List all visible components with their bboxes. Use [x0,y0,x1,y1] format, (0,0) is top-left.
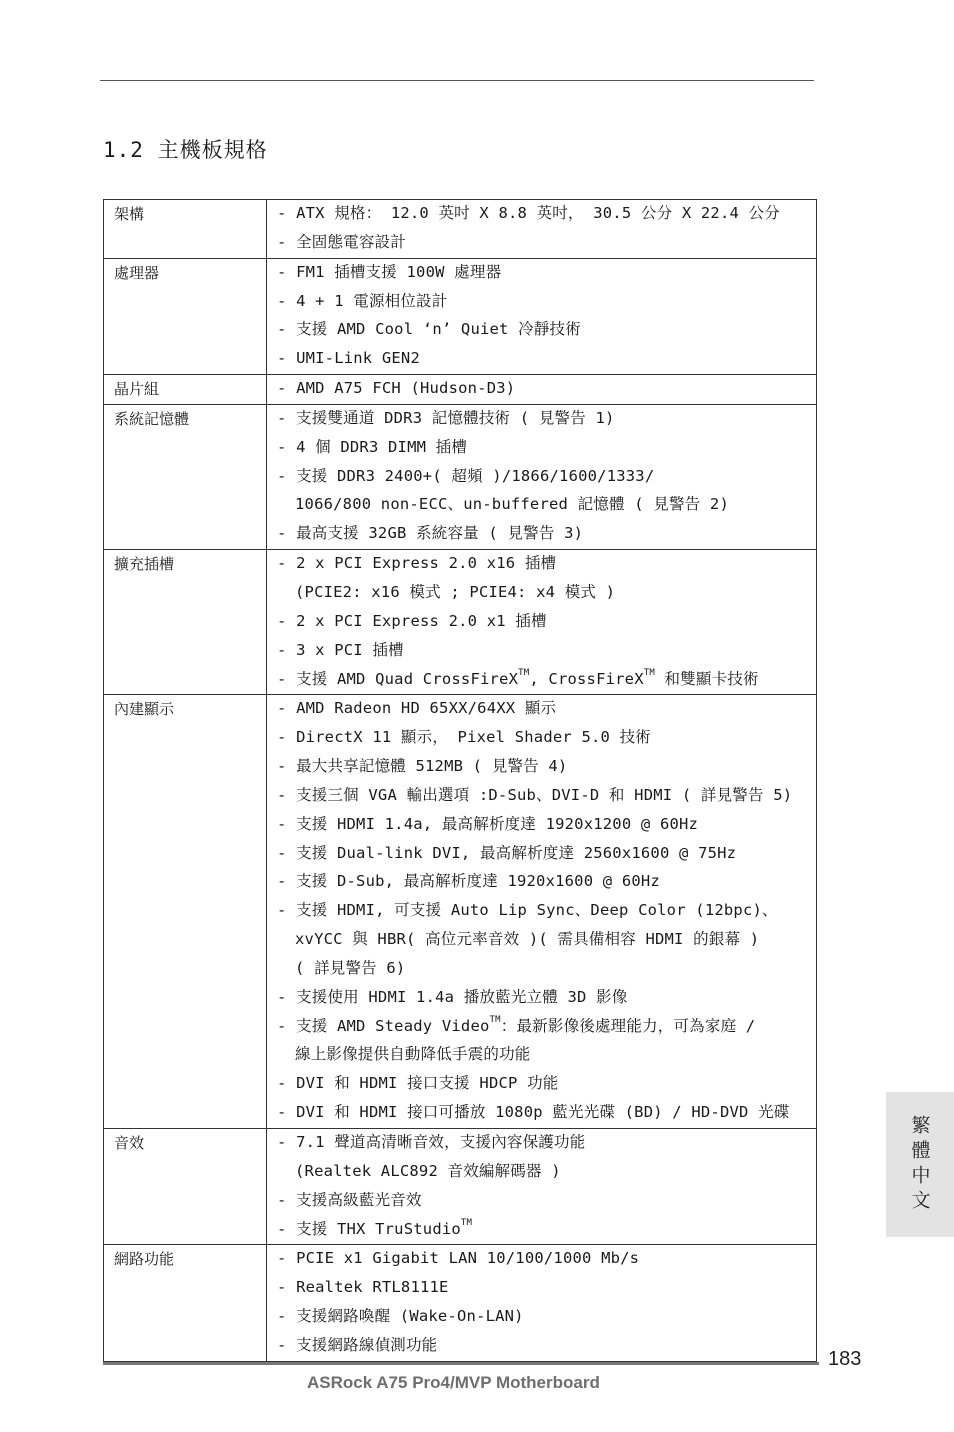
spec-row [104,695,817,1129]
spec-line-text: - 支援高級藍光音效 [277,1190,422,1209]
spec-content [267,258,817,374]
spec-line-text: - Realtek RTL8111E [277,1278,449,1297]
footer-rule [103,1362,819,1365]
spec-line [277,463,816,492]
spec-line [277,1303,816,1332]
spec-line-text: - 3 x PCI 插槽 [277,640,404,659]
spec-line [277,1187,816,1216]
spec-line-text: (PCIE2: x16 模式 ; PCIE4: x4 模式 ) [295,582,616,601]
spec-line-text: - 最大共享記憶體 512MB ( 見警告 4) [277,757,568,776]
spec-line-text: - UMI-Link GEN2 [277,349,420,368]
spec-line [277,1070,816,1099]
trademark-mark: TM [489,1014,501,1025]
spec-line-text: - 2 x PCI Express 2.0 x16 插槽 [277,554,557,573]
spec-line-text: - 支援 Dual-link DVI, 最高解析度達 2560x1600 @ 75Hz [277,843,737,862]
spec-line [277,1129,816,1158]
spec-line-text: ：最新影像後處理能力，可為家庭 / [500,1016,756,1035]
spec-line [277,316,816,345]
footer-product-name: ASRock A75 Pro4/MVP Motherboard [307,1373,600,1392]
page-number: 183 [828,1348,862,1370]
trademark-mark: TM [643,667,655,678]
spec-content [267,200,817,259]
spec-line [277,926,816,955]
top-rule [100,80,814,81]
spec-line [277,229,816,258]
spec-line-text: - 支援 THX TruStudio [277,1219,461,1238]
spec-line-text: - 支援使用 HDMI 1.4a 播放藍光立體 3D 影像 [277,987,628,1006]
spec-line [277,984,816,1013]
spec-label: 架構 [104,200,267,259]
spec-line-text: 線上影像提供自動降低手震的功能 [295,1045,531,1064]
spec-line [277,753,816,782]
spec-line [277,695,816,724]
spec-line-text: - DVI 和 HDMI 接口支援 HDCP 功能 [277,1074,559,1093]
spec-label: 音效 [104,1129,267,1245]
spec-line [277,897,816,926]
spec-line-text: - 7.1 聲道高清晰音效，支援內容保護功能 [277,1133,586,1151]
spec-row [104,200,817,259]
spec-line [277,1013,816,1042]
spec-line-text: - 支援 HDMI, 可支援 Auto Lip Sync、Deep Color (12bpc)、 [277,901,778,920]
spec-label: 內建顯示 [104,695,267,1129]
spec-line [277,608,816,637]
spec-line-text: - 4 + 1 電源相位設計 [277,291,448,310]
spec-line-text: - FM1 插槽支援 100W 處理器 [277,262,502,281]
spec-line-text: - 支援 AMD Quad CrossFireX [277,669,519,688]
spec-line [277,1245,816,1274]
spec-content [267,375,817,405]
spec-line [277,491,816,520]
spec-line-text: - 最高支援 32GB 系統容量 ( 見警告 3) [277,524,584,543]
spec-line-text: xvYCC 與 HBR( 高位元率音效 )( 需具備相容 HDMI 的銀幕 ) [295,930,760,949]
spec-line [277,1099,816,1128]
spec-line-text: - 支援網路線偵測功能 [277,1335,438,1354]
spec-line-text: - 支援三個 VGA 輸出選項 :D-Sub、DVI-D 和 HDMI ( 詳見警告 5) [277,785,793,804]
spec-line-text: - 2 x PCI Express 2.0 x1 插槽 [277,611,547,630]
spec-line-text: - 全固態電容設計 [277,232,406,251]
spec-label: 網路功能 [104,1245,267,1361]
spec-line-text: - 4 個 DDR3 DIMM 插槽 [277,437,468,456]
spec-line-text: ( 詳見警告 6) [295,958,406,977]
spec-line [277,405,816,434]
spec-row [104,550,817,695]
spec-row [104,404,817,549]
spec-line-text: - 支援 D-Sub, 最高解析度達 1920x1600 @ 60Hz [277,872,660,891]
spec-line [277,1041,816,1070]
spec-line [277,637,816,666]
trademark-mark: TM [518,667,530,678]
spec-line [277,550,816,579]
spec-line [277,840,816,869]
spec-line-text: - 支援網路喚醒 (Wake-On-LAN) [277,1307,524,1326]
spec-line [277,1332,816,1361]
trademark-mark: TM [460,1217,473,1228]
spec-line-text: - DVI 和 HDMI 接口可播放 1080p 藍光光碟 (BD) / HD-DVD 光碟 [277,1103,790,1122]
spec-table [103,199,817,1362]
spec-line [277,1158,816,1187]
spec-row [104,375,817,405]
spec-line [277,579,816,608]
spec-line-text: - 支援 AMD Steady Video [277,1016,490,1035]
spec-line-text: - 支援 DDR3 2400+( 超頻 )/1866/1600/1333/ [277,466,655,485]
spec-line-text: - PCIE x1 Gigabit LAN 10/100/1000 Mb/s [277,1249,640,1268]
spec-line-text: 和雙顯卡技術 [655,669,759,688]
spec-line-text: - AMD Radeon HD 65XX/64XX 顯示 [277,699,557,718]
language-side-tab-label: 繁體中文 [908,1114,931,1215]
spec-line-text: , CrossFireX [529,669,644,688]
spec-content [267,404,817,549]
spec-line-text: - AMD A75 FCH (Hudson-D3) [277,379,516,398]
spec-line [277,955,816,984]
spec-label: 系統記憶體 [104,404,267,549]
spec-label: 晶片組 [104,375,267,405]
spec-line [277,666,816,695]
spec-line [277,434,816,463]
spec-line-text: - 支援 HDMI 1.4a, 最高解析度達 1920x1200 @ 60Hz [277,814,699,833]
spec-line [277,375,816,404]
spec-content [267,1129,817,1245]
language-side-tab [886,1092,954,1237]
spec-line [277,288,816,317]
spec-content [267,550,817,695]
spec-line-text: (Realtek ALC892 音效編解碼器 ) [295,1161,561,1180]
spec-line-text: 1066/800 non-ECC、un-buffered 記憶體 ( 見警告 2) [295,495,729,514]
spec-row [104,1129,817,1245]
spec-content [267,1245,817,1361]
spec-row [104,1245,817,1361]
spec-line [277,200,816,229]
spec-label: 處理器 [104,258,267,374]
spec-line [277,782,816,811]
spec-line [277,345,816,374]
spec-line [277,520,816,549]
spec-content [267,695,817,1129]
spec-line [277,259,816,288]
spec-label: 擴充插槽 [104,550,267,695]
spec-line [277,1274,816,1303]
spec-row [104,258,817,374]
spec-line [277,724,816,753]
spec-line [277,868,816,897]
spec-line [277,1216,816,1245]
spec-line-text: - 支援雙通道 DDR3 記憶體技術 ( 見警告 1) [277,408,615,427]
section-title: 1.2 主機板規格 [103,138,268,162]
spec-line-text: - DirectX 11 顯示， Pixel Shader 5.0 技術 [277,728,651,747]
spec-line-text: - 支援 AMD Cool ‘n’ Quiet 冷靜技術 [277,320,581,339]
spec-line [277,811,816,840]
spec-table-body [104,200,817,1362]
spec-line-text: - ATX 規格： 12.0 英吋 X 8.8 英吋， 30.5 公分 X 22.4 公分 [277,204,780,222]
